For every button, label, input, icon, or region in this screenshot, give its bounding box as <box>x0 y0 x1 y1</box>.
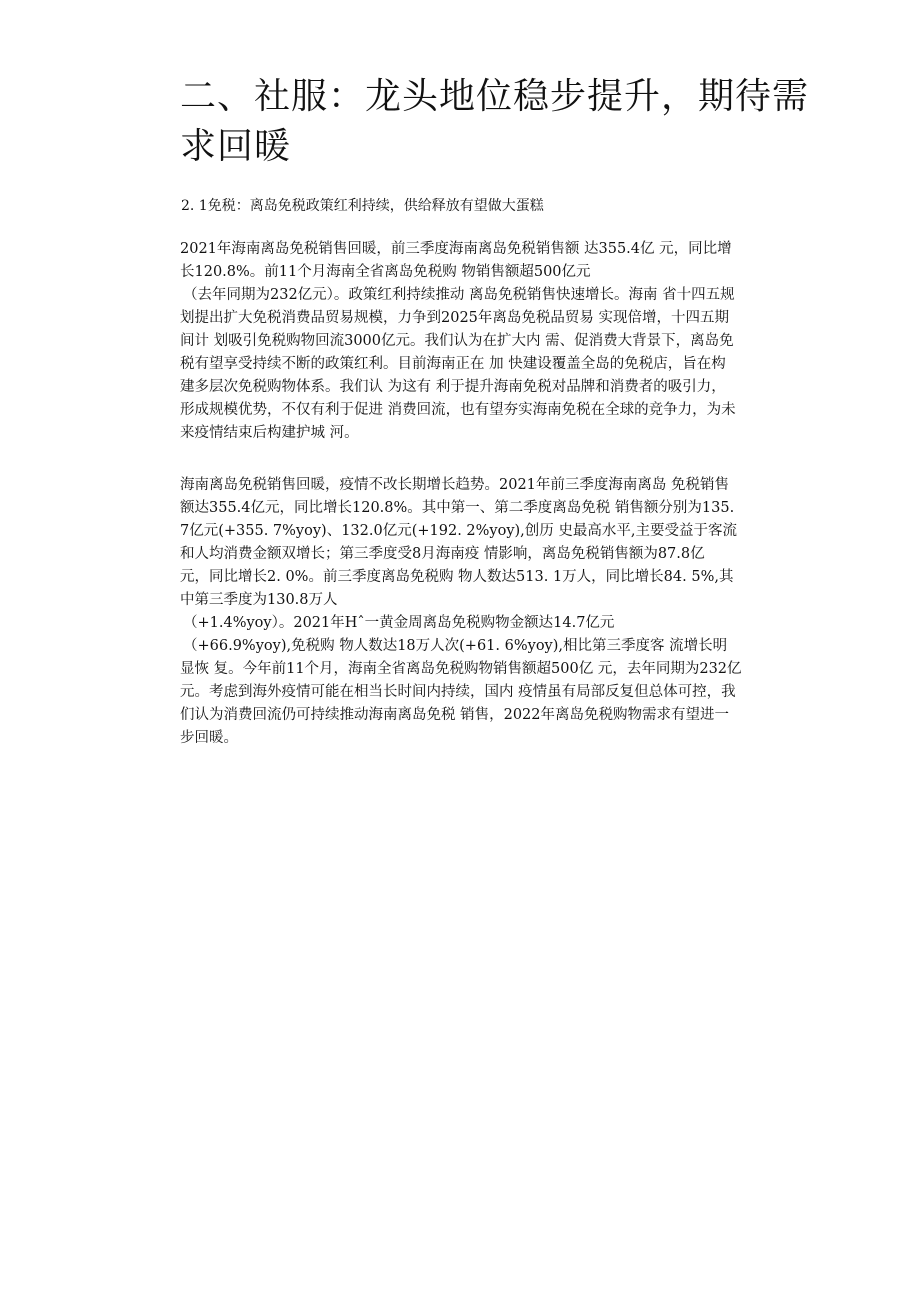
paragraph-line: 额达355.4亿元，同比增长120.8%。其中第一、第二季度离岛免税 销售额分别为135. <box>180 500 735 516</box>
paragraph-line: 长120.8%。前11个月海南全省离岛免税购 物销售额超500亿元 <box>180 264 591 280</box>
paragraph-line: 元。考虑到海外疫情可能在相当长时间内持续，国内 疫情虽有局部反复但总体可控，我 <box>180 684 736 700</box>
paragraph-line: 和人均消费金额双增长；第三季度受8月海南疫 情影响，离岛免税销售额为87.8亿 <box>180 546 705 562</box>
paragraph-line: 步回暖。 <box>180 730 238 746</box>
paragraph-line: 7亿元(+355. 7%yoy)、132.0亿元(+192. 2%yoy),创历 史最高水平,主要受益于客流 <box>180 523 738 539</box>
page-title <box>180 72 830 172</box>
paragraph-line: （+1.4%yoy）。2021年Hˆ一黄金周离岛免税购物金额达14.7亿元 <box>183 615 615 631</box>
paragraph-line: 税有望享受持续不断的政策红利。目前海南正在 加 快建设覆盖全岛的免税店，旨在构 <box>180 356 726 372</box>
section-subtitle: 2. 1免税：离岛免税政策红利持续，供给释放有望做大蛋糕 <box>181 198 544 214</box>
page-title-line: 二、社服：龙头地位稳步提升，期待需 <box>180 76 810 117</box>
paragraph-line: 间计 划吸引免税购物回流3000亿元。我们认为在扩大内 需、促消费大背景下，离岛免 <box>180 333 734 349</box>
paragraph-line: 形成规模优势，不仅有利于促进 消费回流，也有望夯实海南免税在全球的竞争力，为未 <box>180 402 736 418</box>
paragraph-2 <box>180 474 830 750</box>
paragraph-line: 建多层次免税购物体系。我们认 为这有 利于提升海南免税对品牌和消费者的吸引力， <box>180 379 726 395</box>
paragraph-line: （+66.9%yoy),免税购 物人数达18万人次(+61. 6%yoy),相比第三季度客 流增长明 <box>183 638 728 654</box>
paragraph-line: （去年同期为232亿元）。政策红利持续推动 离岛免税销售快速增长。海南 省十四五规 <box>183 287 735 303</box>
paragraph-line: 们认为消费回流仍可持续推动海南离岛免税 销售，2022年离岛免税购物需求有望进一 <box>180 707 730 723</box>
paragraph-line: 海南离岛免税销售回暖，疫情不改长期增长趋势。2021年前三季度海南离岛 免税销售 <box>180 477 730 493</box>
page-title-line: 求回暖 <box>180 126 292 167</box>
paragraph-line: 划提出扩大免税消费品贸易规模，力争到2025年离岛免税品贸易 实现倍增，十四五期 <box>180 310 730 326</box>
paragraph-line: 来疫情结束后构建护城 河。 <box>180 425 359 441</box>
paragraph-line: 中第三季度为130.8万人 <box>180 592 338 608</box>
paragraph-1 <box>180 238 830 445</box>
paragraph-line: 元，同比增长2. 0%。前三季度离岛免税购 物人数达513. 1万人，同比增长84. 5%,其 <box>180 569 734 585</box>
paragraph-line: 显恢 复。今年前11个月，海南全省离岛免税购物销售额超500亿 元，去年同期为232亿 <box>180 661 742 677</box>
paragraph-line: 2021年海南离岛免税销售回暖，前三季度海南离岛免税销售额 达355.4亿 元，同比增 <box>180 241 732 257</box>
